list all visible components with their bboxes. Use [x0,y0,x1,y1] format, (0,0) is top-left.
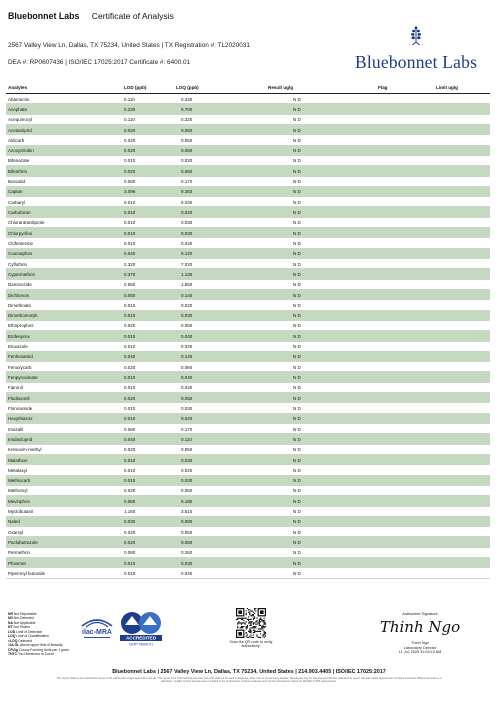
analyte-cell: Dichlorvos [8,292,30,298]
analyte-cell: Permethrin [8,550,31,556]
analyte-cell: Etoxazole [8,344,28,350]
legend-abbr: >ULOL [8,643,20,648]
legend-abbr: LOQ [8,634,16,639]
loq-cell: 0.020 [181,416,193,422]
table-row [6,465,490,475]
analyte-cell: Fenpyroximate [8,375,38,381]
result-cell: N D [293,189,301,195]
lod-cell: 0.110 [124,117,135,123]
report-title [8,11,174,21]
analyte-cell: Carbofuran [8,210,31,216]
loq-cell: 9.383 [181,189,193,195]
result-cell: N D [293,168,301,174]
lod-cell: 0.040 [124,354,136,360]
lod-cell: 0.020 [124,540,136,546]
loq-cell: 0.080 [181,519,193,525]
loq-cell: 0.060 [181,148,193,154]
lod-cell: 0.040 [124,251,136,257]
result-cell: N D [293,302,301,308]
legend-item [8,652,69,656]
analyte-cell: Mevinphos [8,498,30,504]
ilac-badge-text: ilac-MRA [82,629,112,636]
table-row [6,414,490,424]
analyte-cell: Malathion [8,457,28,463]
table-row [6,166,490,176]
col-header-loq: LOQ (ppb) [176,85,199,90]
loq-cell: 0.050 [181,323,193,329]
loq-cell: 0.700 [181,106,193,112]
loq-cell: 0.030 [181,560,193,566]
lod-cell: 0.060 [124,179,136,185]
result-cell: N D [293,560,301,566]
pesticide-results-table [6,84,490,579]
analyte-cell: Captan [8,189,23,195]
analyte-cell: Acephate [8,106,28,112]
legend-abbr: NA [8,620,13,625]
table-row [6,527,490,537]
loq-cell: 0.180 [181,498,193,504]
result-cell: N D [293,375,301,381]
result-cell: N D [293,570,301,576]
result-cell: N D [293,550,301,556]
table-row [6,259,490,269]
loq-cell: 0.140 [181,292,193,298]
table-row [6,445,490,455]
accredited-badge [116,609,166,647]
analyte-cell: Flonicamide [8,405,33,411]
analyte-cell: Etofenprox [8,333,30,339]
lod-cell: 0.060 [124,498,136,504]
col-header-flag: Flag [378,85,388,90]
loq-cell: 0.020 [181,210,193,216]
table-row [6,177,490,187]
analyte-cell: Abamectin [8,96,30,102]
result-cell: N D [293,416,301,422]
legend-text: Not Reportable [13,612,37,616]
loq-cell: 0.030 [181,230,193,236]
analyte-cell: Piperonyl butoxide [8,570,46,576]
lod-cell: 0.010 [124,333,136,339]
legend-text: Too Numerous to Count [17,652,54,657]
analyte-cell: Fenoxycarb [8,364,32,370]
legend-abbr: TNTC [8,652,18,657]
loq-cell: 1.130 [181,271,193,277]
analyte-cell: Acetamiprid [8,127,32,133]
legend-text: Not Tested [13,625,30,630]
table-row [6,424,490,434]
table-row [6,537,490,547]
table-row [6,269,490,279]
result-cell: N D [293,323,301,329]
col-header-analytes: Analytes [8,85,28,90]
loq-cell: 1.650 [181,282,193,288]
result-cell: N D [293,354,301,360]
handwritten-signature: Thinh Ngo [379,618,461,636]
loq-cell: 0.140 [181,354,193,360]
analyte-cell: Acequinocyl [8,117,33,123]
lod-cell: 0.010 [124,467,136,473]
table-row [6,331,490,341]
loq-cell: 0.040 [181,570,193,576]
loq-cell: 0.040 [181,333,193,339]
loq-cell: 0.260 [181,550,193,556]
analyte-cell: Chlorantraniliprole [8,220,45,226]
analyte-cell: Kresoxim-methyl [8,447,42,453]
result-cell: N D [293,230,301,236]
table-row [6,125,490,135]
legend-text: Detected [18,638,32,643]
loq-cell: 0.050 [181,488,193,494]
lod-cell: 0.010 [124,220,136,226]
legend-text: Limit of Detection [16,629,43,634]
result-cell: N D [293,117,301,123]
accredited-badge-text: ACCREDITED [125,635,157,641]
result-cell: N D [293,127,301,133]
result-cell: N D [293,447,301,453]
legend-text: Colony Forming Units per 1 gram [18,647,69,652]
legend-abbr: CFU/g [8,647,18,652]
lod-cell: 0.080 [124,550,136,556]
result-cell: N D [293,313,301,319]
table-row [6,568,490,578]
lod-cell: 0.010 [124,302,136,308]
table-row [6,393,490,403]
result-cell: N D [293,199,301,205]
legend-text: Above upper limit of linearity [19,643,63,648]
result-cell: N D [293,529,301,535]
loq-cell: 0.120 [181,251,193,257]
result-cell: N D [293,158,301,164]
analyte-cell: Cyfluthrin [8,261,28,267]
loq-cell: 3.510 [181,509,193,515]
lod-cell: 0.040 [124,436,136,442]
col-header-lod: LOD (ppb) [124,85,147,90]
legend-abbr: NT [8,625,13,630]
analyte-cell: Bifenthrin [8,168,28,174]
loq-cell: 0.060 [181,364,193,370]
table-row [6,94,490,104]
lod-cell: 0.060 [124,426,136,432]
table-row [6,496,490,506]
lod-cell: 0.010 [124,385,136,391]
result-cell: N D [293,540,301,546]
result-cell: N D [293,137,301,143]
table-row [6,342,490,352]
table-row [6,249,490,259]
company-name: Bluebonnet Labs [8,11,80,21]
lod-cell: 0.010 [124,240,136,246]
lod-cell: 0.050 [124,292,136,298]
result-cell: N D [293,148,301,154]
footer-contact-line: Bluebonnet Labs | 2567 Valley View Ln, Dallas, TX 75234, United States | 214.903.4405 | ISO/IEC 17025:2017 [112,669,386,675]
lod-cell: 0.020 [124,127,136,133]
table-row [6,228,490,238]
result-cell: N D [293,179,301,185]
company-logo-text: Bluebonnet Labs [355,52,478,72]
analyte-cell: Imidacloprid [8,436,33,442]
table-row [6,156,490,166]
lod-cell: 0.550 [124,282,136,288]
loq-cell: 0.050 [181,529,193,535]
table-row [6,290,490,300]
loq-cell: 0.170 [181,179,193,185]
loq-cell: 0.030 [181,457,193,463]
loq-cell: 7.020 [181,261,193,267]
analyte-cell: Cypermethrin [8,271,36,277]
authorized-signature-label: Authorized Signature [402,612,438,616]
lod-cell: 0.010 [124,375,136,381]
analyte-cell: Ethoprophos [8,323,34,329]
loq-cell: 0.330 [181,96,193,102]
lod-cell: 0.110 [124,96,135,102]
table-row [6,558,490,568]
lod-cell: 0.020 [124,488,136,494]
loq-cell: 0.030 [181,478,193,484]
analyte-cell: Hexythiazox [8,416,33,422]
analyte-cell: Coumaphos [8,251,33,257]
analyte-cell: Boscalid [8,179,26,185]
result-cell: N D [293,498,301,504]
loq-cell: 0.320 [181,117,193,123]
verification-qr-code[interactable] [236,608,266,638]
lod-cell: 0.010 [124,405,136,411]
legend-abbr: <LOQ [8,638,18,643]
result-cell: N D [293,467,301,473]
signatory-title: Laboratory Director [403,645,437,650]
loq-cell: 0.050 [181,127,193,133]
table-row [6,548,490,558]
result-cell: N D [293,251,301,257]
col-header-result: Result ug/g [268,85,294,90]
analyte-cell: Metalaxyl [8,467,28,473]
loq-cell: 0.040 [181,375,193,381]
legend-text: Limit of Quantification [16,634,49,639]
result-cell: N D [293,333,301,339]
lod-cell: 0.020 [124,447,136,453]
lod-cell: 0.010 [124,158,136,164]
abbreviation-legend [8,612,69,657]
result-cell: N D [293,210,301,216]
table-row [6,311,490,321]
loq-cell: 0.060 [181,168,193,174]
address-line: 2567 Valley View Ln, Dallas, TX 75234, United States | TX Registration #: TL2020031 [8,42,250,49]
analyte-cell: Fludioxonil [8,395,30,401]
analyte-cell: Carbaryl [8,199,26,205]
table-row [6,197,490,207]
loq-cell: 0.050 [181,395,193,401]
lod-cell: 0.010 [124,560,136,566]
dea-line: DEA #: RP0607436 | ISO/IEC 17025:2017 Certificate #: 6400.01 [8,59,191,66]
loq-cell: 0.030 [181,313,193,319]
signatory-block [378,641,462,655]
result-cell: N D [293,405,301,411]
result-cell: N D [293,271,301,277]
lod-cell: 0.010 [124,210,136,216]
table-row [6,372,490,382]
table-row [6,476,490,486]
table-row [6,403,490,413]
analyte-cell: Methomyl [8,488,28,494]
table-row [6,507,490,517]
analyte-cell: Imazalil [8,426,24,432]
table-row [6,135,490,145]
table-header [6,84,490,94]
table-row [6,207,490,217]
legend-abbr: LOD [8,629,16,634]
result-cell: N D [293,220,301,226]
result-cell: N D [293,364,301,370]
table-row [6,238,490,248]
legend-text: Not Detected [13,616,34,621]
lod-cell: 0.030 [124,519,136,525]
result-cell: N D [293,457,301,463]
signatory-name: Thinh Ngo [411,641,429,645]
loq-cell: 0.110 [181,436,192,442]
lod-cell: 0.020 [124,395,136,401]
result-cell: N D [293,426,301,432]
result-cell: N D [293,282,301,288]
loq-cell: 0.020 [181,302,193,308]
loq-cell: 0.020 [181,467,193,473]
lod-cell: 1.160 [124,509,136,515]
table-row [6,115,490,125]
table-row [6,362,490,372]
lod-cell: 0.010 [124,478,136,484]
lod-cell: 0.020 [124,529,136,535]
table-body [6,94,490,579]
analyte-cell: Phosmet [8,560,26,566]
lod-cell: 3.096 [124,189,136,195]
result-cell: N D [293,344,301,350]
result-cell: N D [293,488,301,494]
lod-cell: 0.010 [124,344,136,350]
lod-cell: 0.020 [124,323,136,329]
result-cell: N D [293,478,301,484]
loq-cell: 0.060 [181,540,193,546]
table-row [6,352,490,362]
analyte-cell: Paclobutrazole [8,540,38,546]
result-cell: N D [293,385,301,391]
lod-cell: 0.020 [124,137,136,143]
analyte-cell: Naled [8,519,20,525]
analyte-cell: Fipronil [8,385,23,391]
loq-cell: 0.050 [181,447,193,453]
lod-cell: 0.020 [124,364,136,370]
loq-cell: 0.050 [181,137,193,143]
result-cell: N D [293,106,301,112]
result-cell: N D [293,261,301,267]
col-header-limit: Limit ug/g [436,85,458,90]
lod-cell: 0.010 [124,313,136,319]
lod-cell: 0.230 [124,106,136,112]
analyte-cell: Methiocarb [8,478,31,484]
table-row [6,218,490,228]
table-row [6,455,490,465]
lod-cell: 0.020 [124,148,136,154]
document-title: Certificate of Analysis [91,11,174,21]
lod-cell: 0.010 [124,199,136,205]
analyte-cell: Bifenazate [8,158,30,164]
result-cell: N D [293,292,301,298]
table-row [6,300,490,310]
loq-cell: 0.040 [181,199,193,205]
loq-cell: 0.040 [181,240,193,246]
ilac-mra-badge [78,612,116,646]
analyte-cell: Myclobutanil [8,509,34,515]
result-cell: N D [293,96,301,102]
analyte-cell: Chlorpyrifos [8,230,33,236]
table-row [6,280,490,290]
result-cell: N D [293,519,301,525]
table-row [6,434,490,444]
table-row [6,146,490,156]
loq-cell: 0.020 [181,344,193,350]
loq-cell: 0.030 [181,405,193,411]
bluebonnet-flower-icon [409,26,423,46]
table-row [6,383,490,393]
result-cell: N D [293,436,301,442]
lod-cell: 0.010 [124,457,136,463]
lod-cell: 0.010 [124,416,136,422]
lod-cell: 0.010 [124,570,136,576]
analyte-cell: Fenhexamid [8,354,33,360]
table-row [6,486,490,496]
qr-caption: Scan the QR code to verify authenticity. [229,640,273,649]
analyte-cell: Azoxystrobin [8,148,34,154]
legend-abbr: NR [8,612,13,616]
analyte-cell: Daminozide [8,282,32,288]
analyte-cell: Oxamyl [8,529,24,535]
lod-cell: 0.020 [124,168,136,174]
analyte-cell: Aldicarb [8,137,25,143]
analyte-cell: Dimethomorph [8,313,38,319]
footer-disclaimer: This report shall not be reproduced except in full, without the written approval of the lab. This report is for informational purposes only and shall not be used to diagnose, treat, cure or prevent any disease. Results are only for samples and batches indicated on report. Sample results reported are not blank corrected. Bluebonnet Labs is a laboratory. Quality Control samples were included in the performance of these analyses and met the acceptance criteria for ISO/IEC 17025 requirements. [56,677,442,684]
analyte-cell: Dimethoate [8,302,32,308]
loq-cell: 0.040 [181,385,193,391]
lod-cell: 2.320 [124,261,136,267]
result-cell: N D [293,395,301,401]
table-row [6,104,490,114]
loq-cell: 0.170 [181,426,193,432]
legend-text: Not Applicable [13,620,36,625]
table-row [6,187,490,197]
result-cell: N D [293,509,301,515]
table-row [6,321,490,331]
loq-cell: 0.020 [181,158,193,164]
result-cell: N D [293,240,301,246]
analyte-cell: Clofentezine [8,240,34,246]
table-row [6,517,490,527]
lod-cell: 0.370 [124,271,136,277]
legend-abbr: ND [8,616,13,621]
loq-cell: 0.030 [181,220,193,226]
signature-date: 11 Jul, 2025 11:03:19 AM [398,650,442,655]
cert-number-text: CERT #6400.01 [128,642,154,647]
lod-cell: 0.010 [124,230,136,236]
